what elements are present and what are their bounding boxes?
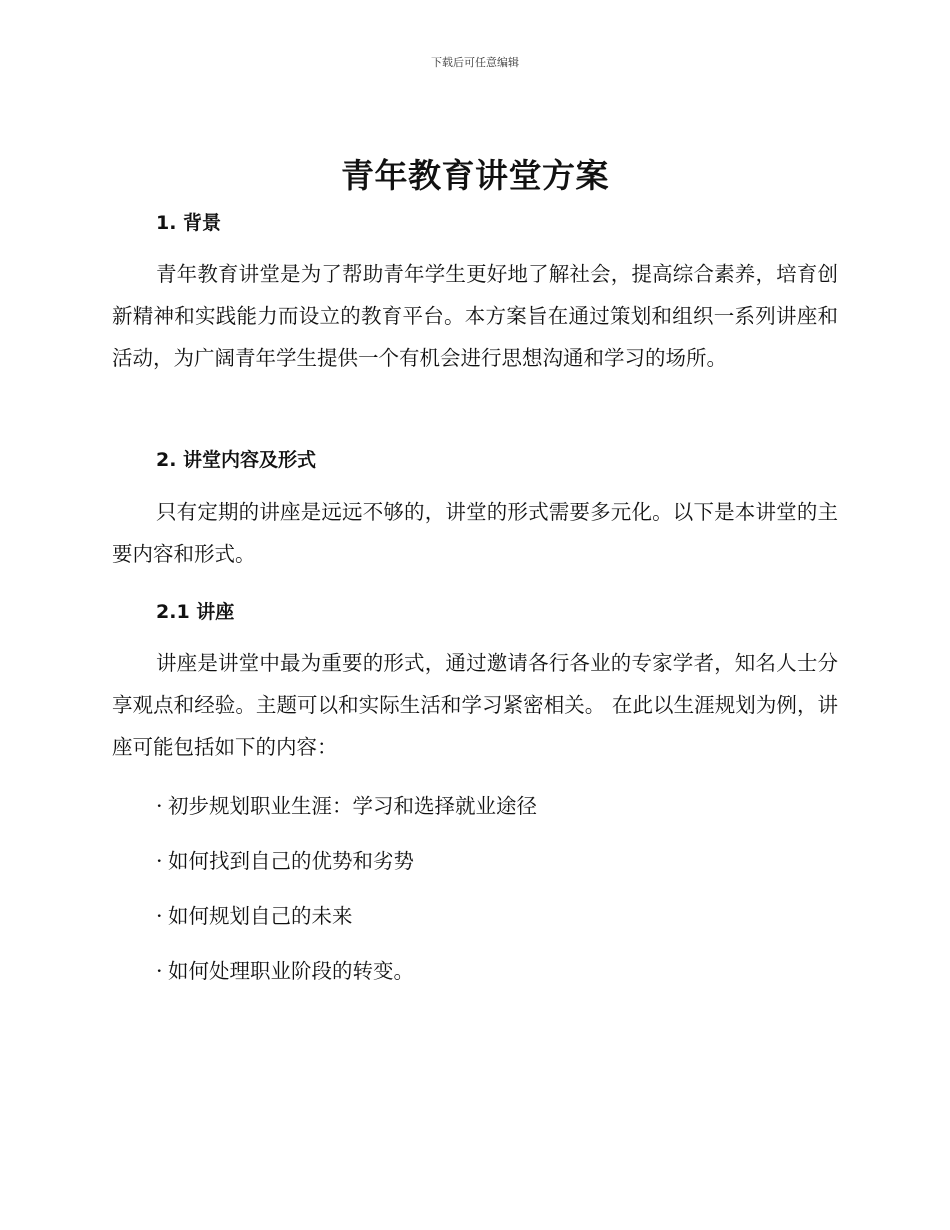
bullet-item [156,789,537,819]
bullet-text: 如何找到自己的优势和劣势 [168,849,414,873]
bullet-marker: · [156,849,163,873]
bullet-item [156,899,353,929]
bullet-text: 如何处理职业阶段的转变。 [168,959,414,983]
document-title: 青年教育讲堂方案 [341,156,609,195]
lecture-paragraph: 讲座是讲堂中最为重要的形式，通过邀请各行各业的专家学者，知名人士分享观点和经验。主题可以和实际生活和学习紧密相关。 在此以生涯规划为例，讲座可能包括如下的内容： [112,651,838,759]
bullet-text: 初步规划职业生涯：学习和选择就业途径 [168,794,537,818]
bullet-text: 如何规划自己的未来 [168,904,353,928]
bullet-marker: · [156,959,163,983]
background-paragraph: 青年教育讲堂是为了帮助青年学生更好地了解社会，提高综合素养，培育创新精神和实践能力而设立的教育平台。本方案旨在通过策划和组织一系列讲座和活动，为广阔青年学生提供一个有机会进行思想沟通和学习的场所。 [112,262,838,370]
section-heading-content-form: 2. 讲堂内容及形式 [156,449,317,471]
bullet-item [156,954,414,984]
bullet-item [156,844,414,874]
header-note: 下载后可任意编辑 [431,56,519,69]
content-form-paragraph: 只有定期的讲座是远远不够的，讲堂的形式需要多元化。以下是本讲堂的主要内容和形式。 [112,500,838,566]
bullet-marker: · [156,794,163,818]
section-heading-lecture: 2.1 讲座 [156,601,235,623]
bullet-marker: · [156,904,163,928]
section-heading-background: 1. 背景 [156,212,222,234]
